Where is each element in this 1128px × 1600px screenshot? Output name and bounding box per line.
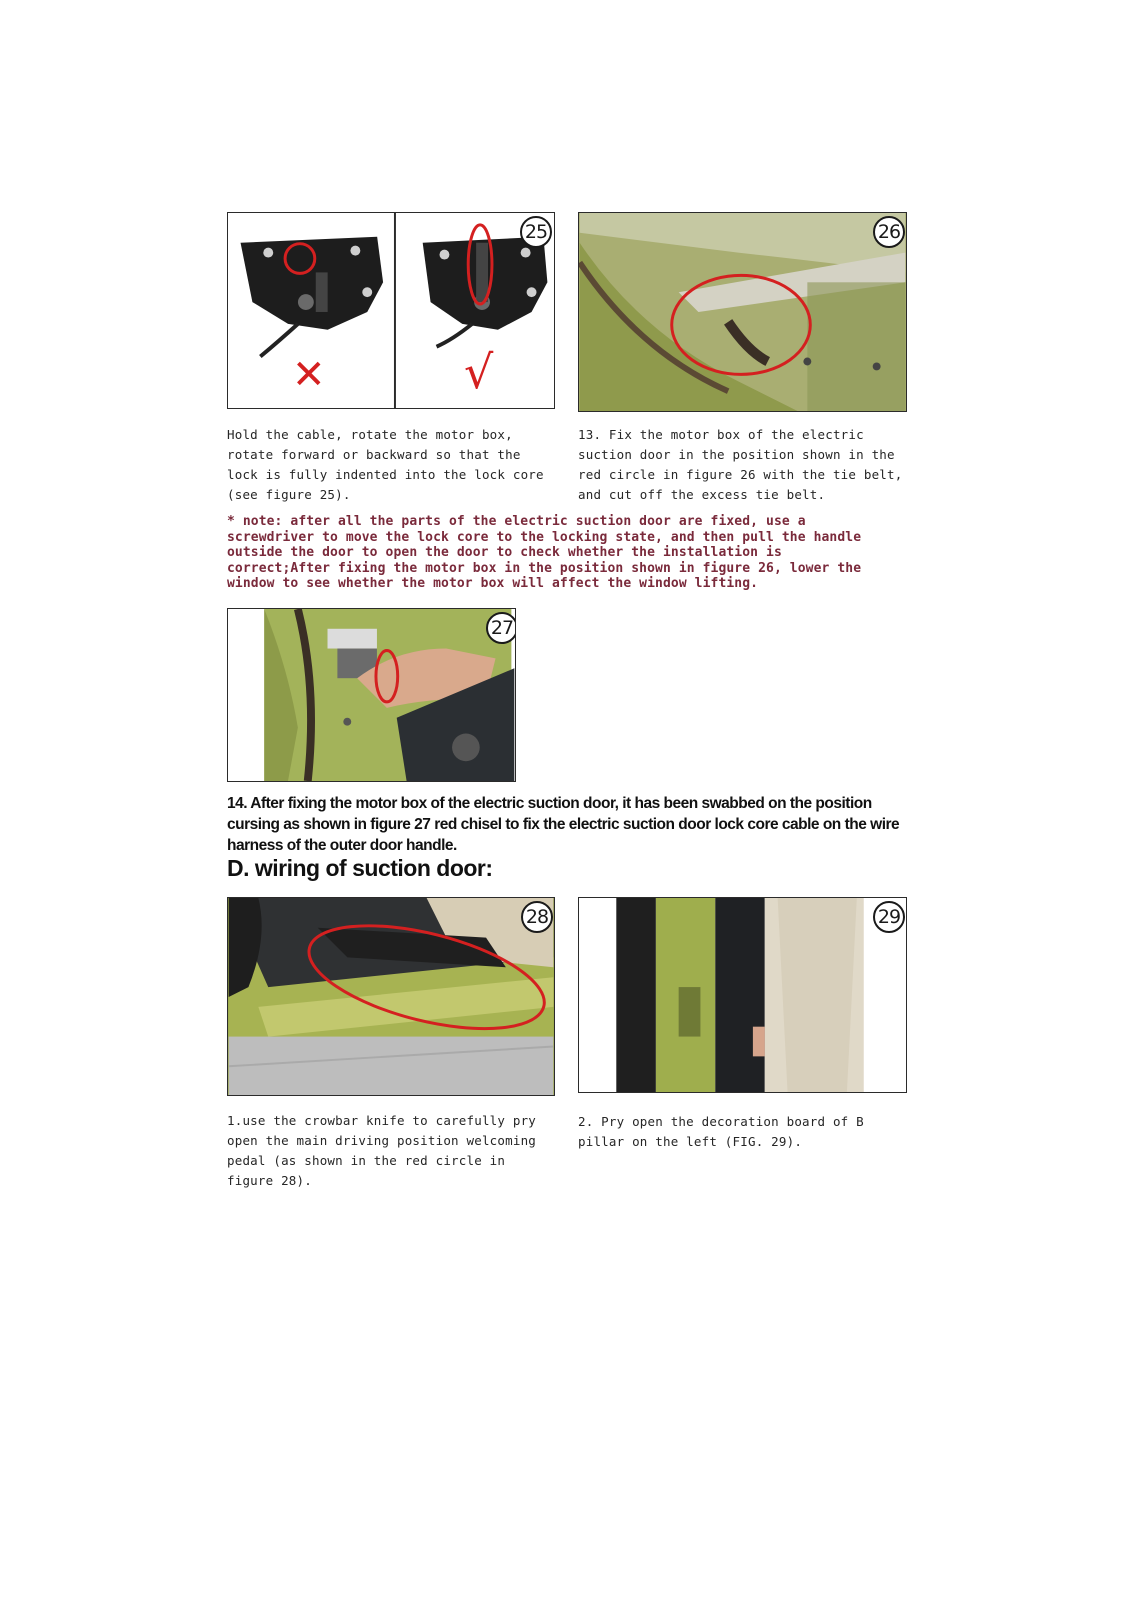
step-14-text: 14. After fixing the motor box of the electric suction door, it has been swabbed on the position cursing as shown in figure 27 red chisel to fix the electric suction door lock core cable on the wire harness of the outer door handle. bbox=[227, 795, 900, 854]
figure-25-illustration bbox=[228, 213, 554, 408]
figure-29-number: 29 bbox=[873, 901, 905, 933]
figure-28 bbox=[227, 897, 555, 1096]
step-13-text: 13. Fix the motor box of the electric suction door in the position shown in the red circle in figure 26 with the tie belt, and cut off the excess tie belt. bbox=[578, 427, 903, 502]
figure-25-caption: Hold the cable, rotate the motor box, rotate forward or backward so that the lock is fully indented into the lock core (see figure 25). bbox=[227, 427, 544, 502]
figure-27-photo bbox=[228, 609, 515, 781]
figure-28-number: 28 bbox=[521, 901, 553, 933]
wrong-mark-icon: ✕ bbox=[292, 352, 326, 398]
step-1-text: 1.use the crowbar knife to carefully pry open the main driving position welcoming pedal (as shown in the red circle in figure 28). bbox=[227, 1113, 537, 1188]
figure-28-photo bbox=[228, 898, 554, 1095]
step-2-text: 2. Pry open the decoration board of B pillar on the left (FIG. 29). bbox=[578, 1114, 864, 1149]
figure-26 bbox=[578, 212, 907, 412]
figure-29 bbox=[578, 897, 907, 1093]
figure-26-photo bbox=[579, 213, 906, 411]
figure-25 bbox=[227, 212, 555, 409]
right-mark-icon: √ bbox=[464, 345, 494, 399]
section-heading: D. wiring of suction door: bbox=[227, 855, 493, 881]
figure-27-number: 27 bbox=[486, 612, 516, 644]
installation-note: * note: after all the parts of the electric suction door are fixed, use a screwdriver to move the lock core to the locking state, and then pull the handle outside the door to open the door to check whether the installation is correct;After fixing the motor box in the position shown in figure 26, lower the window to see whether the motor box will affect the window lifting. bbox=[227, 514, 862, 591]
figure-25-number: 25 bbox=[520, 216, 552, 248]
figure-27 bbox=[227, 608, 516, 782]
figure-26-number: 26 bbox=[873, 216, 905, 248]
figure-29-photo bbox=[579, 898, 906, 1092]
